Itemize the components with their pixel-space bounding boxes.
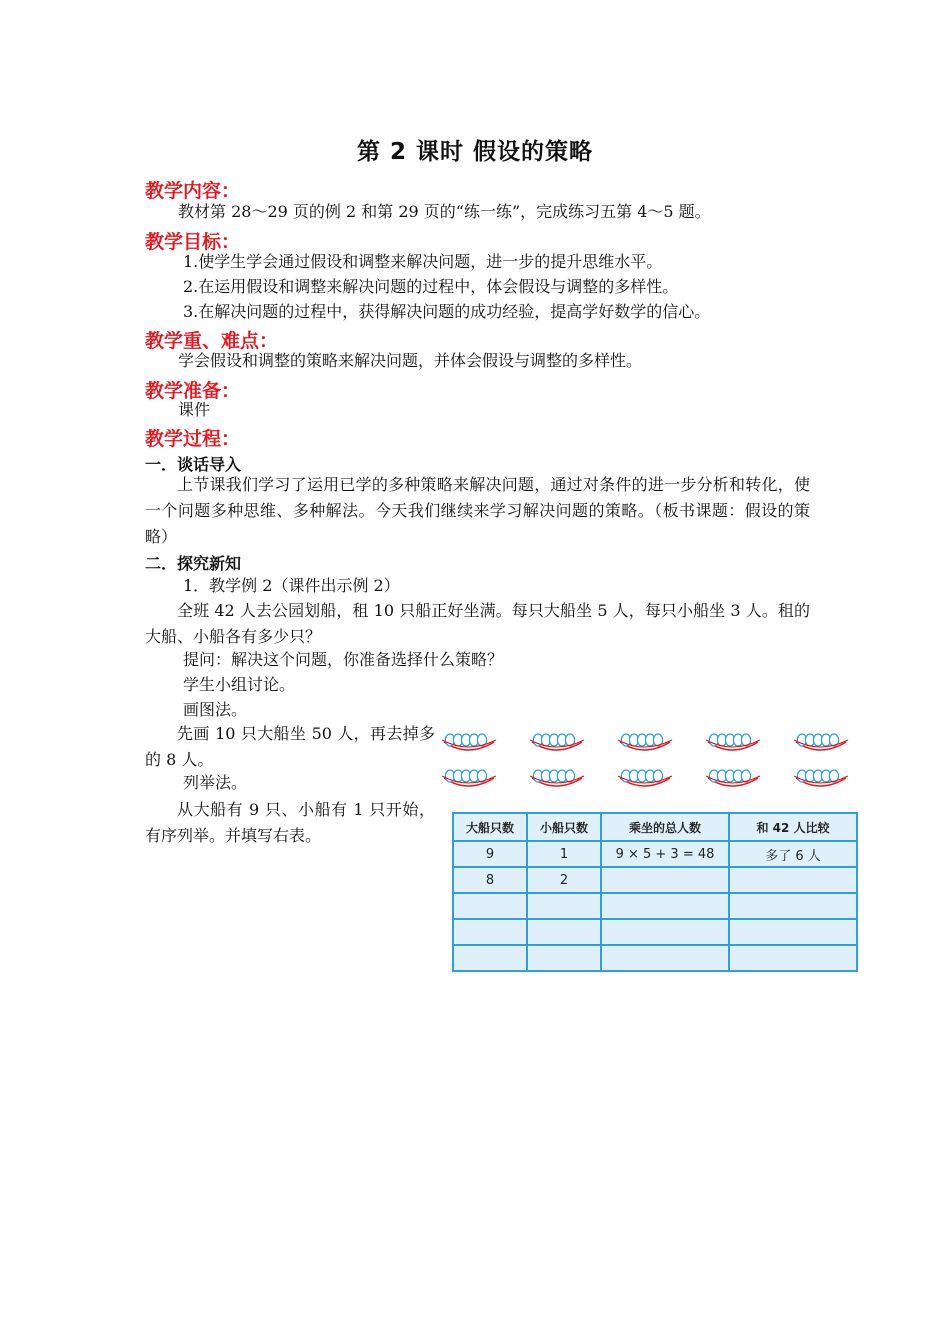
table-cell xyxy=(729,867,857,893)
goal-item: 2.在运用假设和调整来解决问题的过程中，体会假设与调整的多样性。 xyxy=(183,277,679,296)
table-cell xyxy=(601,867,729,893)
heading-process: 教学过程： xyxy=(145,428,241,450)
boat-icon xyxy=(530,770,584,786)
discuss-text: 学生小组讨论。 xyxy=(183,675,296,694)
table-row xyxy=(453,841,857,867)
header-cell: 大船只数 xyxy=(453,813,527,841)
table-cell: 8 xyxy=(453,867,527,893)
table-cell xyxy=(527,893,601,919)
draw-method: 画图法。 xyxy=(183,700,248,719)
boat-icon xyxy=(442,770,496,786)
table-cell xyxy=(527,919,601,945)
table-cell xyxy=(453,919,527,945)
table-cell: 1 xyxy=(527,841,601,867)
table-cell xyxy=(729,945,857,971)
table-cell: 9 xyxy=(453,841,527,867)
table-row xyxy=(453,945,857,971)
list-desc: 从大船有 9 只、小船有 1 只开始，有序列举。并填写右表。 xyxy=(145,800,435,845)
table-row xyxy=(453,893,857,919)
heading-prep: 教学准备： xyxy=(145,380,241,402)
table-header-row xyxy=(453,813,857,841)
boat-icon xyxy=(794,770,848,786)
boat-diagram xyxy=(440,728,860,798)
problem-text: 全班 42 人去公园划船，租 10 只船正好坐满。每只大船坐 5 人，每只小船坐 3 人。租的大船、小船各有多少只？ xyxy=(145,601,810,646)
table-cell xyxy=(729,893,857,919)
table-cell xyxy=(601,893,729,919)
goal-item: 3.在解决问题的过程中，获得解决问题的成功经验，提高学好数学的信心。 xyxy=(183,302,711,321)
table-cell: 多了 6 人 xyxy=(729,841,857,867)
part1-title: 一．谈话导入 xyxy=(145,455,242,474)
header-cell: 乘坐的总人数 xyxy=(601,813,729,841)
boat-icon xyxy=(618,770,672,786)
header-cell: 和 42 人比较 xyxy=(729,813,857,841)
table-cell xyxy=(453,945,527,971)
part2-step: 1．教学例 2（课件出示例 2） xyxy=(183,576,400,595)
boat-icon xyxy=(530,734,584,750)
boat-icon xyxy=(706,770,760,786)
boat-icon xyxy=(618,734,672,750)
heading-content: 教学内容： xyxy=(145,180,241,202)
table-row xyxy=(453,867,857,893)
boat-icon xyxy=(794,734,848,750)
draw-desc: 先画 10 只大船坐 50 人，再去掉多的 8 人。 xyxy=(145,724,435,769)
boat-icon xyxy=(706,734,760,750)
table-row xyxy=(453,919,857,945)
part2-title: 二．探究新知 xyxy=(145,554,242,573)
table-cell xyxy=(729,919,857,945)
boat-icon xyxy=(442,734,496,750)
table-cell: 2 xyxy=(527,867,601,893)
table-cell xyxy=(527,945,601,971)
ask-text: 提问：解决这个问题，你准备选择什么策略？ xyxy=(183,650,504,669)
heading-key: 教学重、难点： xyxy=(145,330,279,352)
header-cell: 小船只数 xyxy=(527,813,601,841)
page-title: 第 2 课时 假设的策略 xyxy=(356,139,594,165)
key-text: 学会假设和调整的策略来解决问题，并体会假设与调整的多样性。 xyxy=(178,351,643,370)
table-cell: 9 × 5 + 3 = 48 xyxy=(601,841,729,867)
heading-goals: 教学目标： xyxy=(145,231,241,253)
table-cell xyxy=(601,919,729,945)
table-cell xyxy=(453,893,527,919)
list-method: 列举法。 xyxy=(183,773,248,792)
content-text: 教材第 28～29 页的例 2 和第 29 页的“练一练”，完成练习五第 4～5 题。 xyxy=(178,202,711,221)
listing-table xyxy=(452,812,858,972)
prep-text: 课件 xyxy=(178,400,211,419)
goal-item: 1.使学生学会通过假设和调整来解决问题，进一步的提升思维水平。 xyxy=(183,252,663,271)
part1-text: 上节课我们学习了运用已学的多种策略来解决问题，通过对条件的进一步分析和转化，使一个问题多种思维、多种解法。今天我们继续来学习解决问题的策略。（板书课题：假设的策略） xyxy=(145,475,810,546)
table-cell xyxy=(601,945,729,971)
